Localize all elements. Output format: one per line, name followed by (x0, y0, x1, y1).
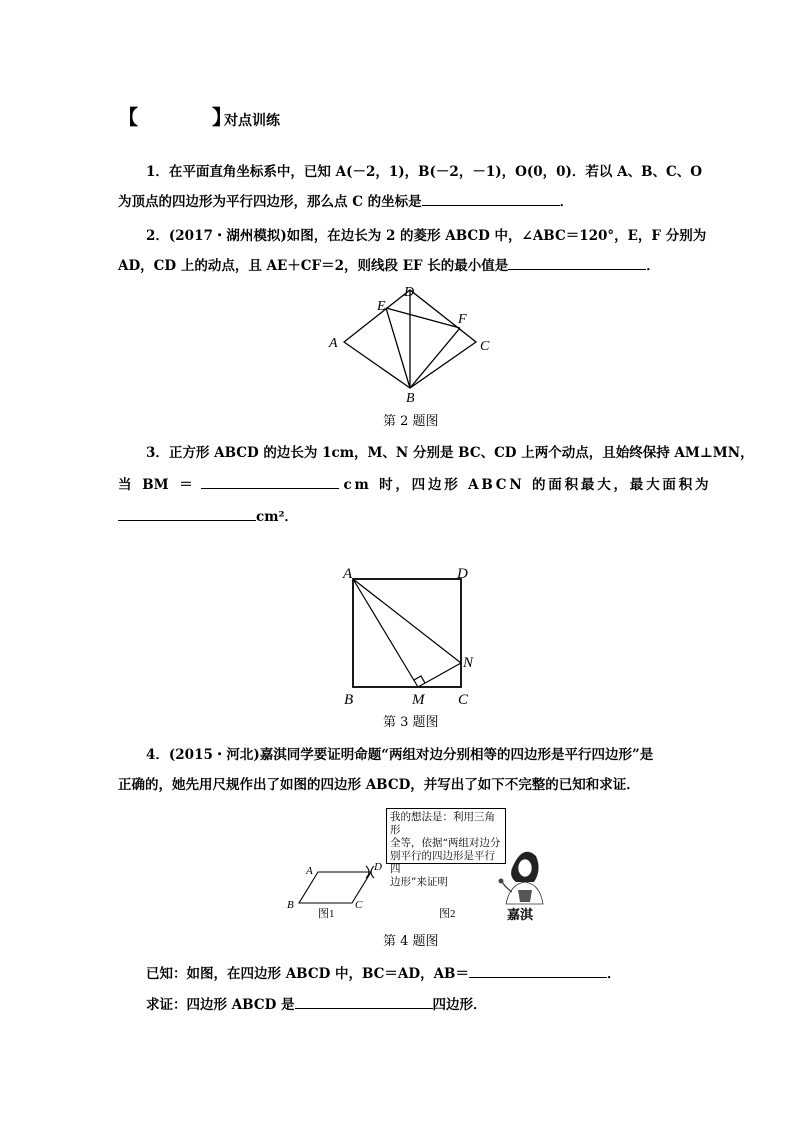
q4-person-name: 嘉淇 (507, 907, 534, 922)
q3-line-AM (353, 579, 418, 687)
q3-line3 (118, 508, 298, 526)
q3-line2-text-b: cm 时，四边形 ABCN 的面积最大，最大面积为 (343, 477, 712, 493)
q3-square (353, 579, 461, 687)
q4-known (146, 965, 620, 983)
q2-label-D: D (404, 285, 415, 300)
q3-line2-text-a: 当 BM ＝ (118, 477, 193, 493)
q4-fig2-label: 图2 (439, 908, 456, 920)
q4-speech-line-3: 别平行的四边形是平行四 (390, 850, 495, 875)
q2-caption: 第 2 题图 (383, 414, 439, 429)
q4-known-end: ． (606, 966, 621, 982)
q4-known-blank[interactable] (469, 965, 607, 978)
right-bracket: 】 (212, 105, 232, 129)
q2-line-EF (386, 308, 460, 328)
q4-person-illustration (499, 852, 544, 904)
q3-area-blank[interactable] (118, 508, 256, 521)
q4-label-C: C (355, 899, 363, 911)
q2-label-C: C (480, 339, 490, 354)
q2-line-BE (386, 308, 410, 388)
q2-label-A: A (329, 336, 338, 351)
q4-label-B: B (287, 899, 294, 911)
q4-prove-blank[interactable] (295, 996, 433, 1009)
q3-label-M: M (412, 692, 425, 708)
q1-line2-text: 为顶点的四边形为平行四边形，那么点 C 的坐标是 (118, 194, 422, 210)
q4-prove-end: 四边形． (432, 997, 487, 1013)
q4-label-D: D (374, 861, 382, 873)
q4-label-A: A (306, 865, 313, 877)
q2-line2 (118, 257, 660, 275)
q3-figure (340, 562, 490, 707)
q1-answer-blank[interactable] (422, 193, 560, 206)
q3-line2 (118, 476, 711, 494)
q4-known-text: 已知：如图，在四边形 ABCD 中，BC＝AD，AB＝ (146, 966, 469, 982)
q4-speech-line-4: 边形”来证明 (390, 876, 448, 888)
q3-label-A: A (343, 566, 353, 582)
q2-label-F: F (458, 312, 467, 327)
q2-label-B: B (406, 391, 415, 406)
q3-line-MN (418, 663, 461, 687)
q1-line2 (118, 193, 573, 211)
q4-line2: 正确的，她先用尺规作出了如图的四边形 ABCD，并写出了如下不完整的已知和求证． (118, 777, 640, 793)
q2-answer-blank[interactable] (508, 257, 646, 270)
q3-label-B: B (344, 692, 354, 708)
q4-figure (280, 830, 570, 925)
q4-line1: 4．(2015・河北)嘉淇同学要证明命题“两组对边分别相等的四边形是平行四边形”是 (146, 747, 654, 763)
left-bracket: 【 (118, 105, 138, 129)
q3-label-C: C (458, 692, 469, 708)
q2-line1: 2．(2017・湖州模拟)如图，在边长为 2 的菱形 ABCD 中，∠ABC＝120°，E，F 分别为 (146, 228, 707, 244)
q3-line-AN (353, 579, 461, 663)
q3-caption: 第 3 题图 (383, 715, 439, 730)
q2-label-E: E (377, 299, 386, 314)
q4-prove-text: 求证：四边形 ABCD 是 (146, 997, 295, 1013)
q4-prove (146, 996, 487, 1014)
q4-speech-line-2: 全等，依据“两组对边分 (390, 837, 501, 849)
section-title: 对点训练 (224, 113, 280, 129)
q1-line1: 1．在平面直角坐标系中，已知 A(－2，1)，B(－2，－1)，O(0，0)．若以 A、B、C、O (146, 164, 703, 180)
q4-caption: 第 4 题图 (383, 934, 439, 949)
q2-figure (320, 280, 500, 408)
q1-line2-end: ． (559, 194, 574, 210)
q3-label-D: D (457, 566, 468, 582)
q2-line2-text: AD，CD 上的动点，且 AE＋CF＝2，则线段 EF 长的最小值是 (118, 258, 509, 274)
q3-bm-blank[interactable] (201, 476, 339, 489)
q3-label-N: N (463, 655, 474, 671)
q2-line2-end: ． (646, 258, 660, 274)
section-header (118, 106, 318, 128)
q3-line3-text: cm²． (256, 509, 298, 525)
q4-fig1-label: 图1 (318, 908, 335, 920)
q4-speech-line-1: 我的想法是：利用三角形 (390, 811, 495, 836)
q3-line1: 3．正方形 ABCD 的边长为 1cm，M、N 分别是 BC、CD 上两个动点，且始终保持 AM⊥MN， (146, 445, 754, 461)
